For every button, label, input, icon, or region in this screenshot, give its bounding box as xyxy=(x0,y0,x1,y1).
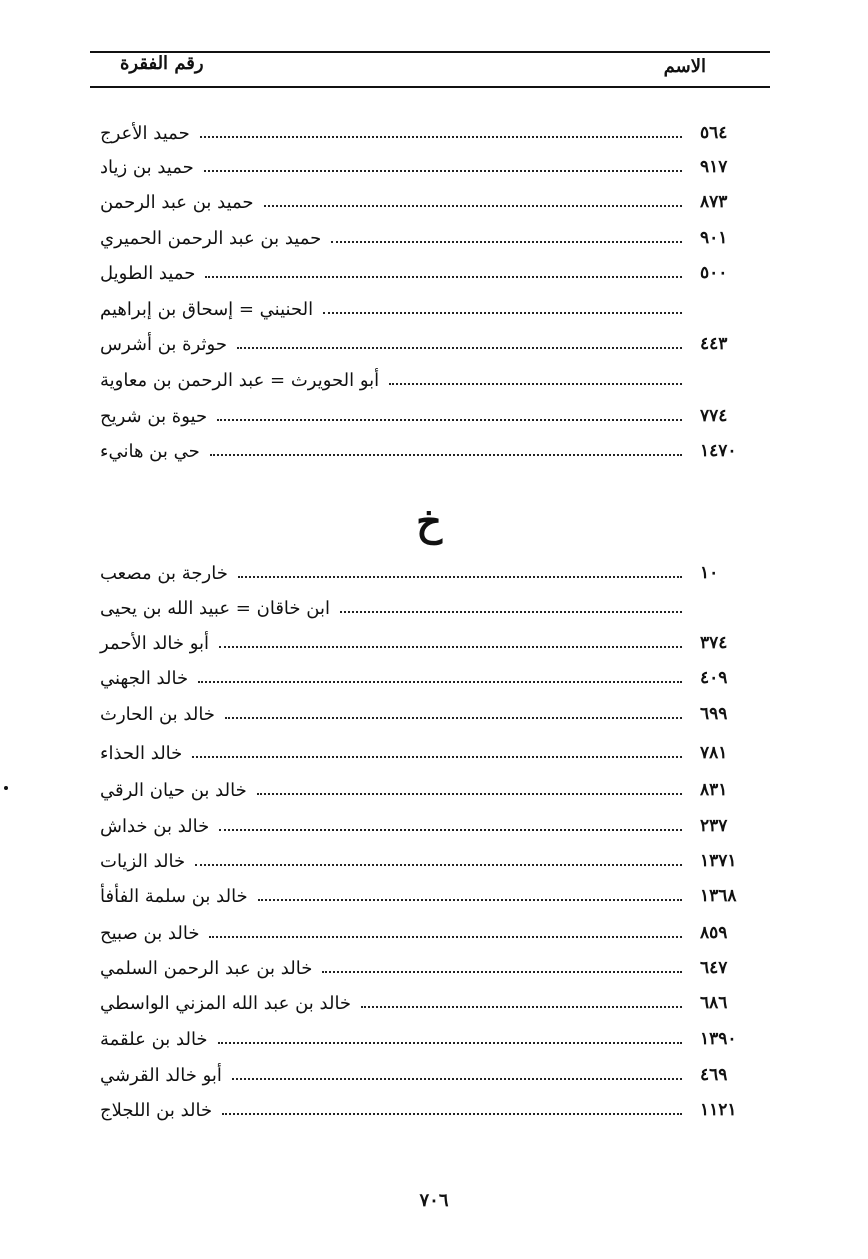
entry-paragraph-number: ٤٠٩ xyxy=(700,668,728,688)
index-entry xyxy=(90,699,770,729)
entry-name: خالد الزيات xyxy=(100,850,186,872)
entry-paragraph-number: ١٣٦٨ xyxy=(700,886,737,906)
dot-leader xyxy=(237,347,682,349)
dot-leader xyxy=(389,383,682,385)
index-entry xyxy=(90,152,770,182)
entry-paragraph-number: ٥٠٠ xyxy=(700,263,728,283)
dot-leader xyxy=(331,241,682,243)
dot-leader xyxy=(219,646,682,648)
index-entry xyxy=(90,558,770,588)
index-entry xyxy=(90,775,770,805)
dot-leader xyxy=(322,971,682,973)
entry-name: خالد بن خداش xyxy=(100,815,210,837)
entry-paragraph-number: ٦٨٦ xyxy=(700,993,728,1013)
dot-leader xyxy=(238,576,682,578)
entry-name: أبو الحويرث = عبد الرحمن بن معاوية xyxy=(100,369,380,391)
entry-name: أبو خالد الأحمر xyxy=(100,632,210,654)
dot-leader xyxy=(219,829,682,831)
entry-paragraph-number: ١٠ xyxy=(700,563,719,583)
entry-paragraph-number: ٦٤٧ xyxy=(700,958,728,978)
entry-paragraph-number: ١١٢١ xyxy=(700,1100,737,1120)
entry-name: حميد بن عبد الرحمن الحميري xyxy=(100,227,322,249)
index-entry xyxy=(90,187,770,217)
entry-name: خالد بن اللجلاج xyxy=(100,1099,213,1121)
entry-name: حي بن هانيء xyxy=(100,440,200,462)
dot-leader xyxy=(192,756,682,758)
index-entry xyxy=(90,436,770,466)
index-entry xyxy=(90,1060,770,1090)
index-entry xyxy=(90,329,770,359)
index-entry xyxy=(90,846,770,876)
entry-name: خالد بن عبد الله المزني الواسطي xyxy=(100,992,352,1014)
entry-name: حميد بن عبد الرحمن xyxy=(100,191,254,213)
dot-leader xyxy=(209,936,682,938)
dot-leader xyxy=(210,454,682,456)
index-entry xyxy=(90,1095,770,1125)
entry-paragraph-number: ٩١٧ xyxy=(700,157,728,177)
index-entry xyxy=(90,593,770,623)
index-entry xyxy=(90,294,770,324)
entry-name: خالد بن سلمة الفأفأ xyxy=(100,885,248,907)
dot-leader xyxy=(340,611,682,613)
index-entry xyxy=(90,918,770,948)
index-entry xyxy=(90,628,770,658)
entry-name: حميد بن زياد xyxy=(100,156,194,178)
entry-name: خارجة بن مصعب xyxy=(100,562,228,584)
margin-mark xyxy=(4,786,8,790)
index-entry xyxy=(90,953,770,983)
entry-paragraph-number: ١٤٧٠ xyxy=(700,441,737,461)
index-entry xyxy=(90,881,770,911)
entry-name: الحنيني = إسحاق بن إبراهيم xyxy=(100,298,314,320)
dot-leader xyxy=(217,419,682,421)
entry-paragraph-number: ٢٣٧ xyxy=(700,816,728,836)
entry-name: حميد الأعرج xyxy=(100,122,190,144)
entry-name: حميد الطويل xyxy=(100,262,196,284)
entry-paragraph-number: ٤٤٣ xyxy=(700,334,728,354)
entry-paragraph-number: ٧٨١ xyxy=(700,743,728,763)
entry-name: ابن خاقان = عبيد الله بن يحيى xyxy=(100,597,330,619)
entry-name: خالد الجهني xyxy=(100,667,189,689)
entry-paragraph-number: ٨٧٣ xyxy=(700,192,728,212)
dot-leader xyxy=(222,1113,682,1115)
dot-leader xyxy=(200,136,682,138)
entry-paragraph-number: ٨٥٩ xyxy=(700,923,728,943)
dot-leader xyxy=(258,899,682,901)
entry-paragraph-number: ٦٩٩ xyxy=(700,704,728,724)
dot-leader xyxy=(264,205,682,207)
index-entry xyxy=(90,811,770,841)
dot-leader xyxy=(204,170,682,172)
entry-paragraph-number: ٣٧٤ xyxy=(700,633,728,653)
index-entry xyxy=(90,365,770,395)
header-name-label: الاسم xyxy=(663,56,706,77)
header-number-label: رقم الفقرة xyxy=(120,53,204,74)
dot-leader xyxy=(323,312,682,314)
index-entry xyxy=(90,988,770,1018)
entry-name: خالد بن علقمة xyxy=(100,1028,208,1050)
entry-name: خالد بن صبيح xyxy=(100,922,200,944)
entry-name: خالد الحذاء xyxy=(100,742,183,764)
entry-paragraph-number: ١٣٧١ xyxy=(700,851,737,871)
entry-name: خالد بن عبد الرحمن السلمي xyxy=(100,957,313,979)
entry-name: حوثرة بن أشرس xyxy=(100,333,227,355)
entry-name: خالد بن الحارث xyxy=(100,703,215,725)
index-entry xyxy=(90,401,770,431)
entry-paragraph-number: ٤٦٩ xyxy=(700,1065,728,1085)
dot-leader xyxy=(257,793,682,795)
entry-name: أبو خالد القرشي xyxy=(100,1064,222,1086)
section-letter: خ xyxy=(416,498,442,545)
index-entry xyxy=(90,738,770,768)
index-entry xyxy=(90,663,770,693)
entry-name: حيوة بن شريح xyxy=(100,405,208,427)
entry-paragraph-number: ٥٦٤ xyxy=(700,123,728,143)
entry-paragraph-number: ١٣٩٠ xyxy=(700,1029,737,1049)
dot-leader xyxy=(195,864,682,866)
entry-paragraph-number: ٨٣١ xyxy=(700,780,728,800)
entry-paragraph-number: ٧٧٤ xyxy=(700,406,728,426)
entry-paragraph-number: ٩٠١ xyxy=(700,228,728,248)
dot-leader xyxy=(205,276,682,278)
dot-leader xyxy=(218,1042,682,1044)
index-entry xyxy=(90,1024,770,1054)
index-entry xyxy=(90,258,770,288)
entry-name: خالد بن حيان الرقي xyxy=(100,779,247,801)
index-entry xyxy=(90,118,770,148)
dot-leader xyxy=(232,1078,682,1080)
dot-leader xyxy=(361,1006,682,1008)
header-bottom-rule xyxy=(90,86,770,88)
dot-leader xyxy=(225,717,682,719)
index-entry xyxy=(90,223,770,253)
dot-leader xyxy=(198,681,682,683)
page-number: ٧٠٦ xyxy=(419,1190,449,1211)
